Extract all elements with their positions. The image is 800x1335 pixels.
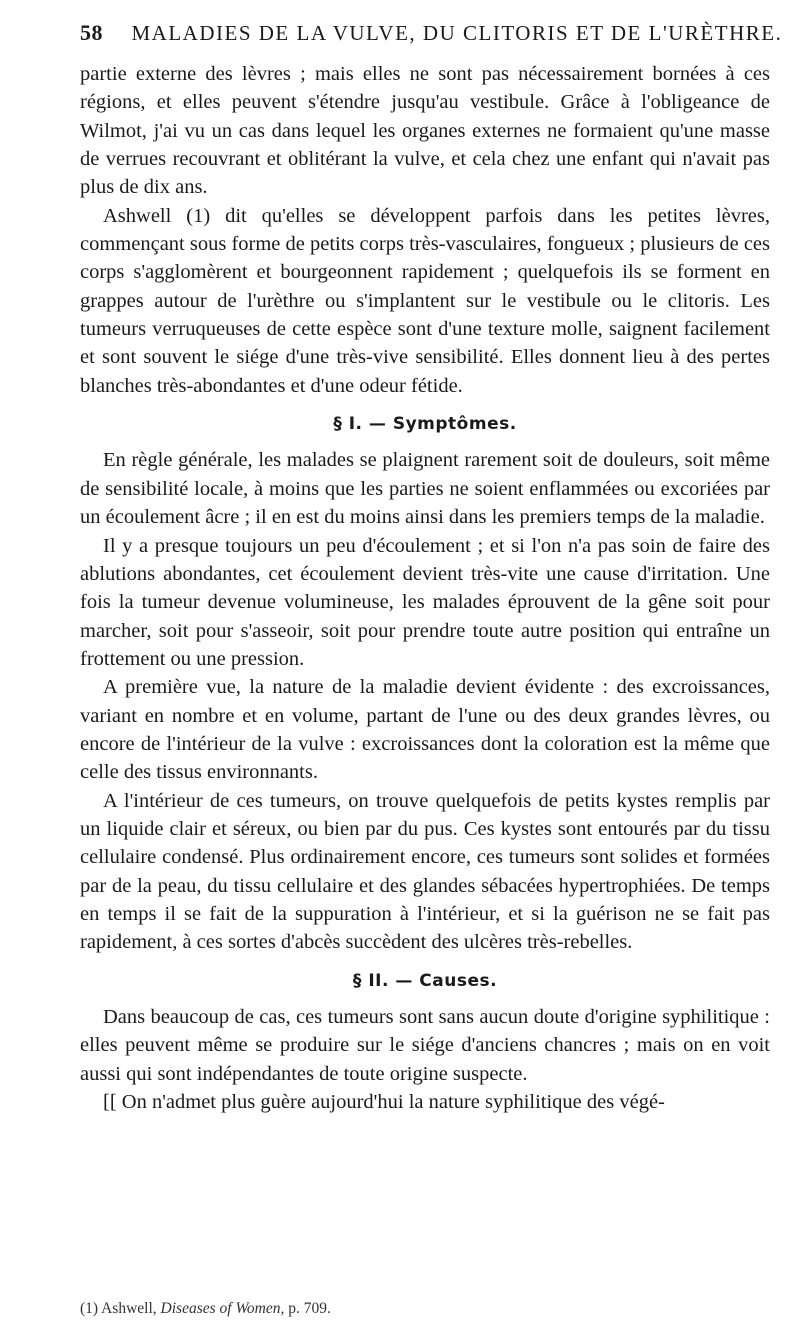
footnote-author: Ashwell, xyxy=(101,1300,157,1317)
paragraph-continued: partie externe des lèvres ; mais elles ne sont pas nécessairement bornées à ces régions, et elles peuvent s'étendre jusqu'au vestibule. Grâce à l'obligeance de Wilmot, j'ai vu un cas dans lequel les organes externes ne formaient qu'une masse de verrues recouvrant et oblitérant la vulve, et cela chez une enfant qui n'avait pas plus de dix ans. xyxy=(80,63,770,199)
section-heading-causes: § II. — Causes. xyxy=(352,970,498,991)
paragraph-symptomes-4: A l'intérieur de ces tumeurs, on trouve quelquefois de petits kystes remplis par un liquide clair et séreux, ou bien par du pus. Ces kystes sont entourés par du tissu cellulaire condensé. Plus ordinairement encore, ces tumeurs sont solides et formées par de la peau, du tissu cellulaire et des glandes sébacées hypertrophiées. De temps en temps il se fait de la suppuration à l'intérieur, et si la guérison ne se fait pas rapidement, à ces sortes d'abcès succèdent des ulcères très-rebelles. xyxy=(80,789,770,954)
paragraph-symptomes-3: A première vue, la nature de la maladie devient évidente : des excroissances, variant en nombre et en volume, partant de l'une ou des deux grandes lèvres, ou encore de l'intérieur de la vulve : excroissances dont la coloration est la même que celle des tissus environnants. xyxy=(80,676,770,784)
section-heading-symptomes: § I. — Symptômes. xyxy=(333,414,517,435)
body-text xyxy=(80,60,770,1116)
footnote-marker: (1) xyxy=(80,1300,99,1317)
running-title: MALADIES DE LA VULVE, DU CLITORIS ET DE L'URÈTHRE. xyxy=(131,21,783,45)
paragraph-symptomes-1: En règle générale, les malades se plaignent rarement soit de douleurs, soit même de sensibilité locale, à moins que les parties ne soient enflammées ou excoriées par un écoulement âcre ; il en est du moins ainsi dans les premiers temps de la maladie. xyxy=(80,449,770,529)
paragraph-causes-2: [[ On n'admet plus guère aujourd'hui la nature syphilitique des végé- xyxy=(103,1091,665,1114)
page-header xyxy=(80,20,783,56)
footnote-page-ref: p. 709. xyxy=(288,1300,331,1317)
footnote xyxy=(80,1300,770,1318)
page-number: 58 xyxy=(80,20,103,45)
paragraph-ashwell: Ashwell (1) dit qu'elles se développent parfois dans les petites lèvres, commençant sous forme de petits corps très-vasculaires, fongueux ; plusieurs de ces corps s'agglomèrent et bourgeonnent rapidement ; quelquefois ils se forment en grappes autour de l'urèthre ou s'implantent sur le vestibule ou le clitoris. Les tumeurs verruqueuses de cette espèce sont d'une texture molle, saignent facilement et sont souvent le siége d'une très-vive sensibilité. Elles donnent lieu à des pertes blanches très-abondantes et d'une odeur fétide. xyxy=(80,204,770,397)
paragraph-symptomes-2: Il y a presque toujours un peu d'écoulement ; et si l'on n'a pas soin de faire des ablutions abondantes, cet écoulement devient très-vite une cause d'irritation. Une fois la tumeur devenue volumineuse, les malades éprouvent de la gêne soit pour marcher, soit pour s'asseoir, soit pour prendre toute autre position qui entraîne un frottement ou une pression. xyxy=(80,534,770,670)
paragraph-causes-1: Dans beaucoup de cas, ces tumeurs sont sans aucun doute d'origine syphilitique : elles peuvent même se produire sur le siége d'anciens chancres ; mais on en voit aussi qui sont indépendantes de toute origine suspecte. xyxy=(80,1006,770,1085)
footnote-book-title: Diseases of Women, xyxy=(160,1300,285,1317)
